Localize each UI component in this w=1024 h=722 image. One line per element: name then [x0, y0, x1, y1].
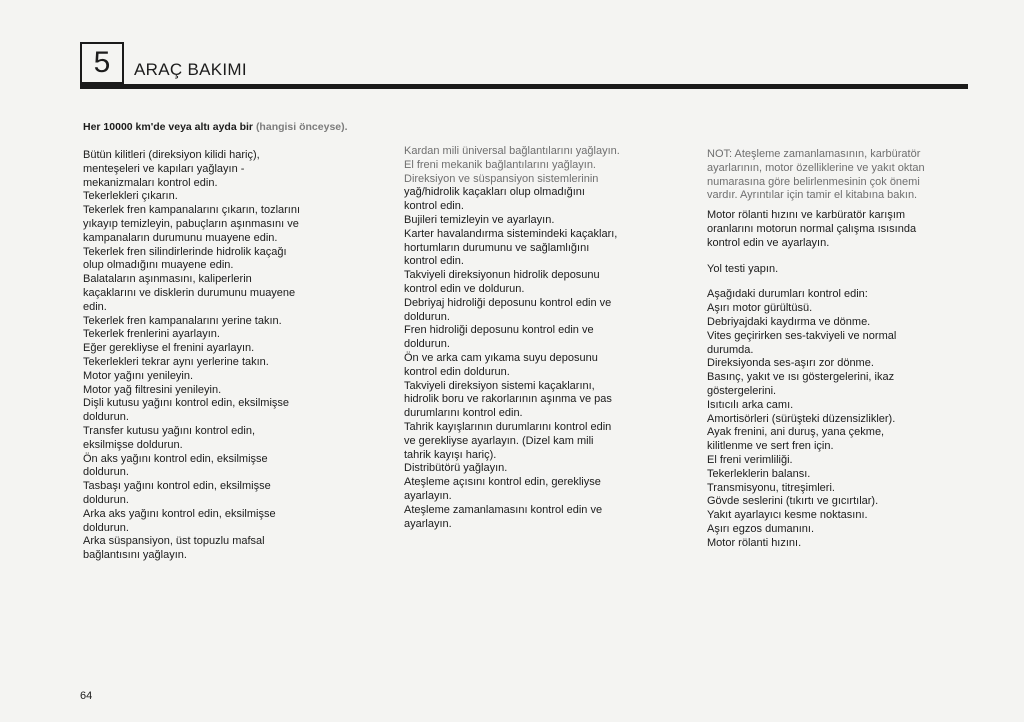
text-line: Tasbaşı yağını kontrol edin, eksilmişse	[83, 480, 271, 493]
header-rule	[80, 84, 968, 89]
list-item: Aşırı motor gürültüsü.	[707, 302, 813, 315]
text-line: olup olmadığını muayene edin.	[83, 259, 234, 272]
text-line: Tekerlek frenlerini ayarlayın.	[83, 328, 220, 341]
text-line: edin.	[83, 300, 107, 313]
text-line: doldurun.	[83, 466, 129, 479]
list-item: Amortisörleri (sürüşteki düzensizlikler).	[707, 412, 896, 425]
text-line: kontrol edin ve doldurun.	[404, 282, 525, 295]
page-number: 64	[80, 690, 93, 702]
text-line: Tekerlek fren silindirlerinde hidrolik kaçağı	[83, 245, 287, 258]
list-item: Aşağıdaki durumları kontrol edin:	[707, 288, 868, 301]
list-item: göstergelerini.	[707, 384, 777, 397]
text-line: doldurun.	[83, 411, 129, 424]
text-line: kontrol edin doldurun.	[404, 365, 510, 378]
text-line: Arka süspansiyon, üst topuzlu mafsal	[83, 535, 265, 548]
text-line: ayarlarının, motor özelliklerine ve yakıt oktan	[707, 161, 925, 174]
list-item: Aşırı egzos dumanını.	[707, 522, 814, 535]
column-1	[83, 149, 329, 563]
list-item: El freni verimliliği.	[707, 453, 793, 466]
text-line: Dişli kutusu yağını kontrol edin, eksilmişse	[83, 397, 290, 410]
text-line: vardır. Ayrıntılar için tamir el kitabına bakın.	[707, 189, 918, 202]
text-line: yıkayıp temizleyin, pabuçların aşınmasını ve	[83, 217, 299, 230]
column-2	[404, 145, 654, 531]
text-line: ayarlayın.	[404, 489, 452, 502]
text-line: Tekerlekleri çıkarın.	[83, 190, 178, 203]
text-line: kontrol edin.	[404, 255, 464, 268]
column-3	[707, 148, 957, 551]
chapter-number: 5	[93, 46, 111, 79]
list-item: Vites geçirirken ses-takviyeli ve normal	[707, 329, 897, 342]
text-line: Ateşleme açısını kontrol edin, gerekliyse	[404, 476, 601, 489]
text-line: Fren hidroliği deposunu kontrol edin ve	[404, 324, 594, 337]
text-line: doldurun.	[83, 521, 129, 534]
list-item: Transmisyonu, titreşimleri.	[707, 481, 835, 494]
list-item: Isıtıcılı arka camı.	[707, 398, 794, 411]
text-line: Distribütörü yağlayın.	[404, 462, 508, 475]
text-line: Tekerlek fren kampanalarını yerine takın.	[83, 314, 282, 327]
list-item: Direksiyonda ses-aşırı zor dönme.	[707, 357, 874, 370]
chapter-number-box	[80, 42, 124, 84]
text-line: oranlarını motorun normal çalışma ısısında	[707, 222, 917, 235]
text-line: El freni mekanik bağlantılarını yağlayın.	[404, 158, 596, 171]
text-line: Eğer gerekliyse el frenini ayarlayın.	[83, 342, 255, 355]
list-item: kilitlenme ve sert fren için.	[707, 440, 834, 453]
text-line: ve gerekliyse ayarlayın. (Dizel kam mili	[404, 434, 594, 447]
list-item: Gövde seslerini (tıkırtı ve gıcırtılar).	[707, 495, 879, 508]
text-line: doldurun.	[404, 310, 450, 323]
section-subheading	[83, 121, 348, 133]
text-line: Balataların aşınmasını, kaliperlerin	[83, 273, 252, 286]
text-line: Transfer kutusu yağını kontrol edin,	[83, 424, 256, 437]
text-line: durumlarını kontrol edin.	[404, 407, 523, 420]
text-line: Arka aks yağını kontrol edin, eksilmişse	[83, 507, 276, 520]
text-line: bağlantısını yağlayın.	[83, 549, 187, 562]
note-paragraph	[707, 148, 957, 203]
text-line: kontrol edin.	[404, 200, 464, 213]
list-item: Debriyajdaki kaydırma ve dönme.	[707, 315, 871, 328]
list-item: durumda.	[707, 343, 754, 356]
idle-speed-paragraph	[707, 209, 957, 250]
list-item: Motor rölanti hızını.	[707, 536, 802, 549]
text-line: Motor yağını yenileyin.	[83, 369, 194, 382]
text-line: Motor rölanti hızını ve karbüratör karışım	[707, 209, 906, 222]
text-line: Motor yağ filtresini yenileyin.	[83, 383, 222, 396]
text-line: doldurun.	[404, 338, 450, 351]
text-line: Bütün kilitleri (direksiyon kilidi hariç),	[83, 149, 260, 161]
list-item: Tekerleklerin balansı.	[707, 467, 811, 480]
text-line: Bujileri temizleyin ve ayarlayın.	[404, 213, 555, 226]
text-line: Tekerlek fren kampanalarını çıkarın, tozlarını	[83, 204, 301, 217]
text-line: numarasına göre belirlenmesinin çok önemi	[707, 175, 920, 188]
text-line: hortumların durumunu ve sağlamlığını	[404, 241, 590, 254]
text-line: tahrik kayışı hariç).	[404, 448, 497, 461]
text-line: mekanizmaları kontrol edin.	[83, 176, 218, 189]
text-line: Kardan mili üniversal bağlantılarını yağlayın.	[404, 145, 620, 157]
text-line: Debriyaj hidroliği deposunu kontrol edin ve	[404, 296, 612, 309]
text-line: Ön aks yağını kontrol edin, eksilmişse	[83, 452, 268, 465]
chapter-title: ARAÇ BAKIMI	[134, 60, 247, 79]
text-line: doldurun.	[83, 493, 129, 506]
text-line: NOT: Ateşleme zamanlamasının, karbüratör	[707, 148, 921, 160]
text-line: kaçaklarını ve disklerin durumunu muayene	[83, 286, 296, 299]
text-line: Takviyeli direksiyon sistemi kaçaklarını,	[404, 379, 595, 392]
subheading-faded: (hangisi önceyse).	[255, 121, 348, 133]
list-item: Yakıt ayarlayıcı kesme noktasını.	[707, 509, 868, 522]
text-line: Ateşleme zamanlamasını kontrol edin ve	[404, 503, 603, 516]
text-line: kampanaların durumunu muayene edin.	[83, 231, 278, 244]
text-line: menteşeleri ve kapıları yağlayın -	[83, 162, 245, 175]
text-line: hidrolik boru ve rakorlarının aşınma ve pas	[404, 393, 612, 406]
check-list	[707, 288, 957, 550]
text-line: Takviyeli direksiyonun hidrolik deposunu	[404, 269, 600, 282]
text-line: Yol testi yapın.	[707, 262, 779, 275]
text-line: yağ/hidrolik kaçakları olup olmadığını	[404, 186, 585, 199]
text-line: kontrol edin ve ayarlayın.	[707, 236, 830, 249]
text-line: Ön ve arka cam yıkama suyu deposunu	[404, 351, 598, 364]
text-line: Karter havalandırma sistemindeki kaçakları,	[404, 227, 618, 240]
text-line: Direksiyon ve süspansiyon sistemlerinin	[404, 172, 599, 185]
subheading-main: Her 10000 km'de veya altı ayda bir	[83, 121, 256, 133]
text-line: Tekerlekleri tekrar aynı yerlerine takın.	[83, 355, 269, 368]
text-line: eksilmişse doldurun.	[83, 438, 183, 451]
road-test-paragraph	[707, 263, 957, 277]
text-line: Tahrik kayışlarının durumlarını kontrol edin	[404, 420, 612, 433]
list-item: Ayak frenini, ani duruş, yana çekme,	[707, 426, 885, 439]
text-line: ayarlayın.	[404, 517, 452, 530]
list-item: Basınç, yakıt ve ısı göstergelerini, ikaz	[707, 371, 895, 384]
